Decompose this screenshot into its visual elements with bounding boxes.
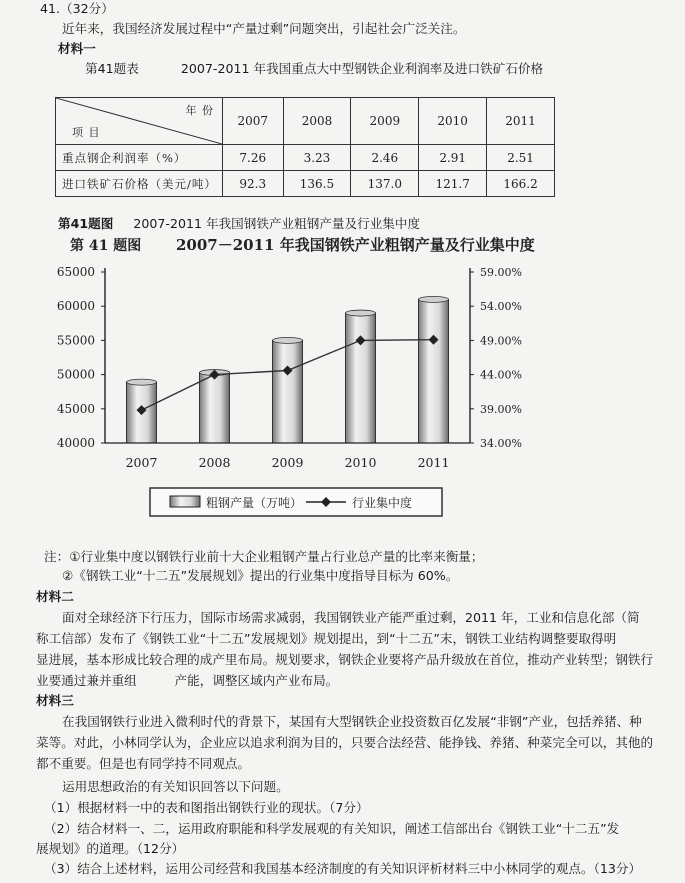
row-label: 重点钢企利润率（%） bbox=[56, 145, 223, 171]
material2-line: 显进展，基本形成比较合理的成产里布局。规划要求，钢铁企业要将产品升级放在首位，推动产业转型；钢铁行 bbox=[36, 652, 654, 667]
right-tick-label: 49.00% bbox=[480, 334, 522, 348]
steel-chart bbox=[0, 232, 685, 547]
intro-text: 近年来，我国经济发展过程中“产量过剩”问题突出，引起社会广泛关注。 bbox=[62, 21, 466, 36]
legend-line-label: 行业集中度 bbox=[352, 496, 413, 510]
left-tick-label: 55000 bbox=[56, 333, 95, 348]
bar-cap bbox=[127, 379, 157, 385]
year-header-cell: 2010 bbox=[419, 98, 487, 145]
figure-caption-text: 2007-2011 年我国钢铁产业粗钢产量及行业集中度 bbox=[133, 216, 421, 231]
x-tick-label: 2009 bbox=[271, 455, 304, 470]
bar-cap bbox=[346, 310, 376, 316]
table-cell: 3.23 bbox=[283, 145, 351, 171]
table-caption-text: 2007-2011 年我国重点大中型钢铁企业利润率及进口铁矿石价格 bbox=[180, 61, 544, 76]
note-2: ②《钢铁工业“十二五”发展规划》提出的行业集中度指导目标为 60%。 bbox=[62, 568, 459, 583]
material2-line: 称工信部）发布了《钢铁工业“十二五”发展规划》规划提出，到“十二五”末，钢铁工业结构调整要取得明 bbox=[36, 631, 617, 646]
right-tick-label: 44.00% bbox=[480, 368, 522, 382]
year-header-cell: 2008 bbox=[283, 98, 351, 145]
row-label: 进口铁矿石价格（美元/吨） bbox=[56, 171, 223, 197]
material3-line: 都不重要。但是也有同学持不同观点。 bbox=[36, 756, 251, 771]
table-cell: 121.7 bbox=[419, 171, 487, 197]
material1-label: 材料一 bbox=[58, 41, 96, 56]
left-tick-label: 45000 bbox=[56, 401, 95, 416]
left-tick-label: 50000 bbox=[56, 367, 95, 382]
question-number: 41.（32分） bbox=[40, 1, 114, 16]
steel-data-table bbox=[55, 97, 555, 197]
question-2-cont: 展规划》的道理。（12分） bbox=[36, 841, 185, 856]
table-corner-header bbox=[56, 98, 223, 145]
chart-title: 2007－2011 年我国钢铁产业粗钢产量及行业集中度 bbox=[176, 236, 535, 254]
header-year-label: 年 份 bbox=[185, 104, 214, 117]
left-tick-label: 40000 bbox=[56, 436, 95, 450]
material3-label: 材料三 bbox=[36, 693, 74, 708]
questions-lead: 运用思想政治的有关知识回答以下问题。 bbox=[62, 779, 289, 794]
material3-line: 在我国钢铁行业进入微利时代的背景下，某国有大型钢铁企业投资数百亿发展“非钢”产业，包括养猪、种 bbox=[62, 714, 642, 729]
table-cell: 2.91 bbox=[419, 145, 487, 171]
left-tick-label: 60000 bbox=[56, 299, 95, 314]
figure-caption-label: 第41题图 bbox=[58, 216, 114, 231]
chart-legend bbox=[150, 488, 442, 516]
figure-caption bbox=[58, 215, 420, 232]
legend-bar-swatch bbox=[170, 496, 200, 507]
table-row bbox=[56, 171, 555, 197]
material3-line: 菜等。对此，小林同学认为，企业应以追求利润为目的，只要合法经营、能挣钱、养猪、种菜完全可以，其他的 bbox=[36, 735, 654, 750]
table-cell: 136.5 bbox=[283, 171, 351, 197]
left-tick-label: 65000 bbox=[56, 265, 95, 279]
x-tick-label: 2011 bbox=[417, 455, 450, 470]
bar-cap bbox=[419, 296, 449, 302]
year-header-cell: 2011 bbox=[487, 98, 555, 145]
table-cell: 7.26 bbox=[223, 145, 284, 171]
right-tick-label: 54.00% bbox=[480, 300, 522, 314]
x-tick-label: 2008 bbox=[198, 455, 231, 470]
year-header-cell: 2009 bbox=[351, 98, 419, 145]
table-caption bbox=[85, 60, 543, 77]
bar bbox=[419, 299, 449, 443]
bar bbox=[273, 340, 303, 443]
year-header-cell: 2007 bbox=[223, 98, 284, 145]
question-3: （3）结合上述材料，运用公司经营和我国基本经济制度的有关知识评析材料三中小林同学的观点。（13分） bbox=[44, 861, 642, 876]
right-tick-label: 34.00% bbox=[480, 437, 522, 450]
bar bbox=[200, 373, 230, 443]
right-tick-label: 59.00% bbox=[480, 266, 522, 279]
legend-bar-label: 粗钢产量（万吨） bbox=[206, 496, 303, 510]
material2-label: 材料二 bbox=[36, 589, 74, 604]
material2-line: 业要通过兼并重组 产能，调整区域内产业布局。 bbox=[36, 673, 339, 688]
table-cell: 166.2 bbox=[487, 171, 555, 197]
x-tick-label: 2007 bbox=[125, 455, 158, 470]
note-1: 注：①行业集中度以钢铁行业前十大企业粗钢产量占行业总产量的比率来衡量； bbox=[44, 549, 484, 564]
table-cell: 2.51 bbox=[487, 145, 555, 171]
table-cell: 92.3 bbox=[223, 171, 284, 197]
right-tick-label: 39.00% bbox=[480, 402, 522, 416]
table-cell: 2.46 bbox=[351, 145, 419, 171]
question-1: （1）根据材料一中的表和图指出钢铁行业的现状。（7分） bbox=[44, 800, 369, 815]
material2-line: 面对全球经济下行压力，国际市场需求减弱，我国钢铁业产能严重过剩，2011 年，工业和信息化部（简 bbox=[62, 610, 640, 625]
table-cell: 137.0 bbox=[351, 171, 419, 197]
x-tick-label: 2010 bbox=[344, 455, 377, 470]
chart-title-label: 第 41 题图 bbox=[70, 238, 142, 254]
bar-cap bbox=[273, 337, 303, 343]
bar bbox=[346, 313, 376, 443]
table-caption-label: 第41题表 bbox=[85, 61, 139, 76]
question-2: （2）结合材料一、二，运用政府职能和科学发展观的有关知识，阐述工信部出台《钢铁工业“十二五”发 bbox=[44, 821, 620, 836]
table-row bbox=[56, 145, 555, 171]
header-item-label: 项 目 bbox=[72, 126, 101, 139]
